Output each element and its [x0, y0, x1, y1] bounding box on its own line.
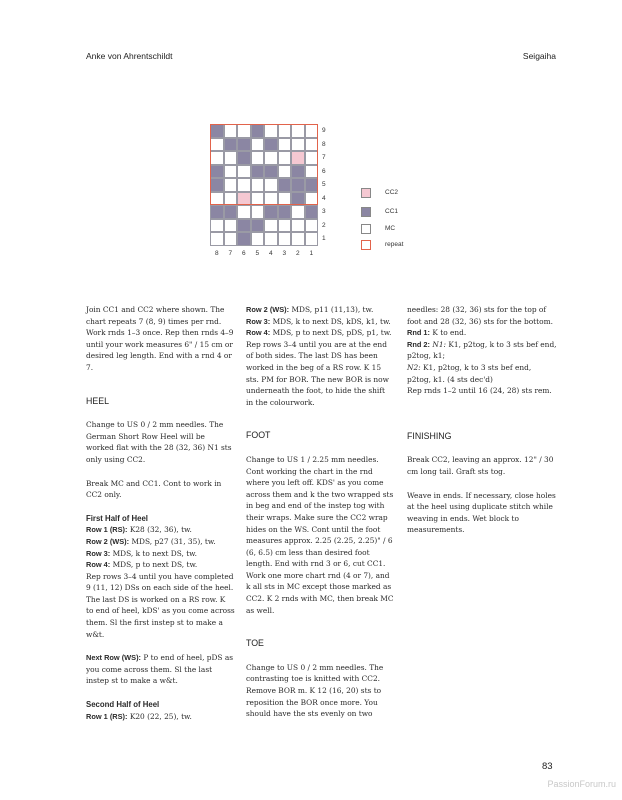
page-number: 83 — [542, 761, 553, 772]
chart-cell-cc1 — [305, 205, 319, 219]
row-text: K to end. — [430, 328, 467, 338]
chart-cell-cc1 — [251, 219, 265, 233]
finishing-paragraph-1: Break CC2, leaving an approx. 12" / 30 cm long tail. Graft sts tog. — [407, 455, 554, 476]
heel-row-2-second — [246, 304, 394, 316]
row-text: K1, p2tog, k to 3 sts bef end, p2tog, k1. (4 sts dec'd) — [407, 362, 532, 384]
toe-repeat-text: Rep rnds 1–2 until 16 (24, 28) sts rem. — [407, 386, 552, 396]
row-label: Rnd 2: — [407, 339, 430, 349]
chart-row-number: 9 — [322, 127, 326, 134]
legend-swatch-repeat — [361, 240, 371, 250]
row-label: Row 3: — [246, 316, 271, 326]
chart-cell-mc — [278, 232, 292, 246]
chart-row-number: 8 — [322, 140, 326, 148]
legend-swatch-cc2 — [361, 188, 371, 198]
row-label: Row 4: — [246, 328, 271, 338]
row-text: MDS, p27 (31, 35), tw. — [129, 536, 216, 546]
heel-row-4-second — [246, 327, 394, 339]
designer-name: Anke von Ahrentschildt — [86, 51, 173, 61]
finishing-heading: FINISHING — [407, 430, 452, 441]
heel-row-3-second — [246, 316, 394, 328]
second-half-row-1 — [86, 711, 235, 723]
row-label: Row 2 (WS): — [246, 305, 290, 314]
chart-cell-mc — [291, 219, 305, 233]
legend-label-repeat: repeat — [385, 241, 404, 248]
chart-column-number: 6 — [241, 249, 246, 257]
row-text: MDS, k to next DS, kDS, k1, tw. — [270, 316, 391, 326]
chart-column-number: 8 — [214, 249, 219, 257]
heel-repeat-text: Rep rows 3–4 until you have completed 9 (11, 12) DSs on each side of the heel. The last DS is worked on a RS row. K to end of heel, kDS' as you come across them. Sl the first instep st to make a w&t. — [86, 571, 235, 639]
chart-column-number: 3 — [282, 249, 287, 257]
chart-row-number: 3 — [322, 208, 326, 215]
chart-cell-cc1 — [278, 205, 292, 219]
chart-column-number: 5 — [255, 249, 260, 257]
row-label: Row 1 (RS): — [86, 525, 128, 535]
legend-swatch-mc — [361, 224, 371, 234]
row-text: MDS, p to next DS, tw. — [110, 560, 198, 570]
row-label: Row 2 (WS): — [86, 536, 130, 546]
chart-cell-mc — [264, 232, 278, 246]
chart-cell-mc — [291, 205, 305, 219]
heel-row-2 — [86, 536, 235, 548]
heel-row-1 — [86, 524, 235, 536]
chart-cell-mc — [264, 219, 278, 233]
legend-label-cc1: CC1 — [385, 208, 399, 215]
chart-repeat-outline — [210, 124, 318, 205]
heel-row-3 — [86, 548, 235, 560]
finishing-paragraph-2: Weave in ends. If necessary, close holes at the heel using duplicate stitch while weaving in ends. Wet block to measurements. — [407, 490, 556, 535]
row-label: Row 3: — [86, 548, 111, 558]
row-label: Row 4: — [86, 560, 111, 570]
needle-label: N1: — [430, 339, 447, 349]
foot-text: Change to US 1 / 2.25 mm needles. Cont working the chart in the rnd where you left off. KDS' as you come across them and k the two wrapped sts in beg and end of the instep tog with their wraps. Make sure the CC2 wrap hides on the WS. Cont until the foot measures approx. 2.25 (2.25, 2.25)" / 6 (6, 6.5) cm less than desired foot length. End with rnd 3 or 6, cut CC1. Work one more chart rnd (4 or 7), and k all sts in MC except those marked as CC2. K 2 rnds with MC, then break MC as well. — [246, 454, 394, 615]
toe-rnd-1 — [407, 327, 557, 339]
chart-cell-mc — [224, 232, 238, 246]
row-text: MDS, k to next DS, tw. — [110, 548, 197, 558]
chart-cell-mc — [224, 219, 238, 233]
chart-row-number: 1 — [322, 235, 326, 242]
chart-cell-mc — [291, 232, 305, 246]
text-column-2 — [246, 304, 394, 720]
row-text: P to end of heel, pDS as you come across them. Sl the last instep st to make a w&t. — [86, 653, 234, 686]
toe-n2 — [407, 362, 557, 385]
chart-cell-mc — [210, 232, 224, 246]
heel-row-4 — [86, 559, 235, 571]
toe-continued: needles: 28 (32, 36) sts for the top of foot and 28 (32, 36) sts for the bottom. — [407, 305, 553, 326]
chart-cell-cc1 — [224, 205, 238, 219]
row-text: K28 (32, 36), tw. — [127, 525, 192, 535]
row-text: K20 (22, 25), tw. — [127, 711, 192, 721]
legend-label-mc: MC — [385, 225, 396, 232]
second-half-heading: Second Half of Heel — [86, 700, 160, 710]
pattern-name: Seigaiha — [522, 51, 556, 61]
chart-cell-mc — [305, 232, 319, 246]
chart-cell-mc — [210, 219, 224, 233]
heel-second-repeat-text: Rep rows 3–4 until you are at the end of both sides. The last DS has been worked in the beg of a RS row. K 15 sts. PM for BOR. The new BOR is now underneath the foot, to hide the shift in the colourwork. — [246, 339, 389, 407]
chart-cell-mc — [305, 219, 319, 233]
chart-cell-cc1 — [264, 205, 278, 219]
text-column-3 — [407, 304, 557, 536]
heel-heading: HEEL — [86, 395, 109, 406]
next-row — [86, 652, 235, 687]
legend-label-cc2: CC2 — [385, 189, 399, 196]
chart-cell-cc1 — [210, 205, 224, 219]
chart-cell-cc1 — [237, 232, 251, 246]
row-text: K1, p2tog, k to 3 sts bef end, p2tog, k1; — [407, 339, 557, 361]
watermark: PassionForum.ru — [547, 779, 616, 789]
row-label: Next Row (WS): — [86, 653, 142, 663]
chart-row-number: 2 — [322, 221, 326, 229]
toe-text: Change to US 0 / 2 mm needles. The contrasting toe is knitted with CC2. Remove BOR m. K 12 (16, 20) sts to reposition the BOR once more. You should have the sts evenly on two — [246, 662, 384, 719]
chart-cell-mc — [251, 232, 265, 246]
chart-column-number: 1 — [309, 249, 314, 257]
chart-cell-mc — [237, 205, 251, 219]
chart-column-number: 2 — [295, 249, 300, 257]
foot-heading: FOOT — [246, 430, 271, 441]
needle-label: N2: — [407, 362, 421, 372]
row-text: MDS, p11 (11,13), tw. — [289, 305, 374, 314]
first-half-heading: First Half of Heel — [86, 513, 148, 523]
row-text: MDS, p to next DS, pDS, p1, tw. — [270, 328, 392, 338]
chart-column-number: 7 — [228, 249, 233, 257]
chart-column-number: 4 — [268, 249, 273, 257]
chart-row-number: 6 — [322, 167, 326, 175]
legend-swatch-cc1 — [361, 207, 371, 217]
row-label: Row 1 (RS): — [86, 711, 128, 721]
toe-heading: TOE — [246, 638, 264, 649]
chart-cell-mc — [251, 205, 265, 219]
toe-rnd-2 — [407, 339, 557, 362]
row-label: Rnd 1: — [407, 328, 430, 338]
chart-row-number: 7 — [322, 154, 326, 161]
chart-cell-cc1 — [237, 219, 251, 233]
chart-intro: Join CC1 and CC2 where shown. The chart repeats 7 (8, 9) times per rnd. Work rnds 1–3 once. Rep then rnds 4–9 until your work measures 6" / 15 cm or desired leg length. End with a rnd 4 or 7. — [86, 305, 234, 372]
text-column-1 — [86, 304, 235, 722]
heel-paragraph-1: Change to US 0 / 2 mm needles. The German Short Row Heel will be worked flat with the 28 (32, 36) N1 sts only using CC2. — [86, 420, 232, 464]
chart-row-number: 5 — [322, 181, 326, 188]
chart-row-number: 4 — [322, 194, 326, 202]
chart-cell-mc — [278, 219, 292, 233]
heel-paragraph-2: Break MC and CC1. Cont to work in CC2 only. — [86, 478, 222, 500]
